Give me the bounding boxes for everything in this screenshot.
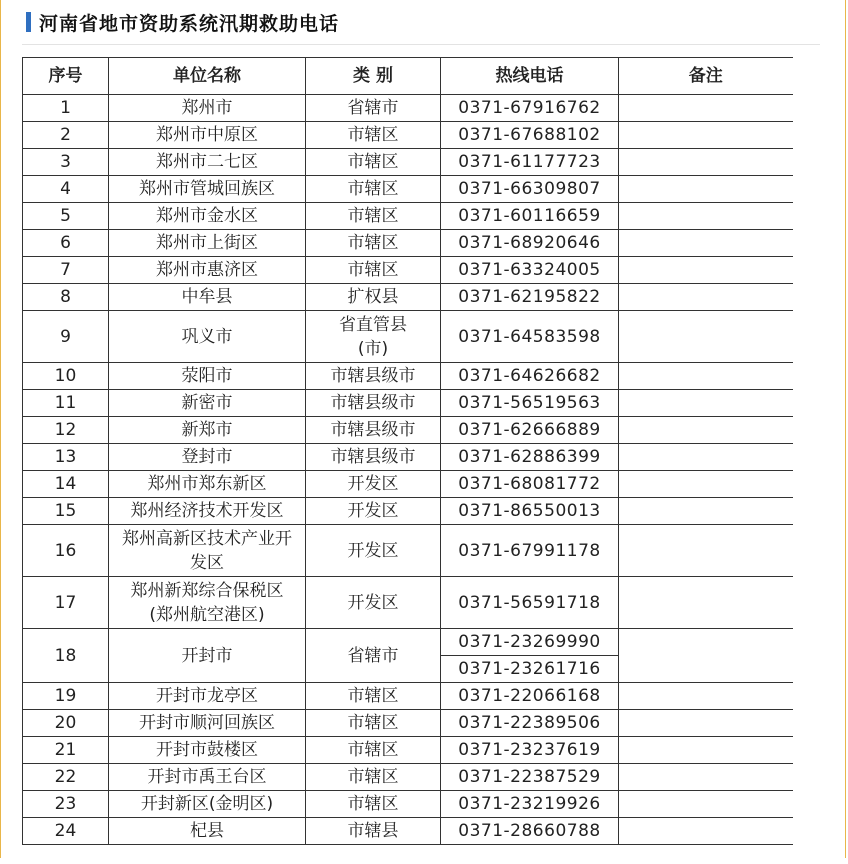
cell-category: 扩权县 xyxy=(306,284,441,311)
cell-remark xyxy=(619,149,793,176)
column-header-no: 序号 xyxy=(23,58,109,95)
cell-remark xyxy=(619,390,793,417)
cell-no: 20 xyxy=(23,710,109,737)
cell-name: 郑州市 xyxy=(109,95,306,122)
cell-no: 18 xyxy=(23,629,109,683)
cell-category: 市辖区 xyxy=(306,176,441,203)
cell-remark xyxy=(619,818,793,845)
cell-no: 3 xyxy=(23,149,109,176)
cell-category xyxy=(306,311,441,363)
cell-phone: 0371-63324005 xyxy=(441,257,619,284)
hotline-table xyxy=(22,57,793,845)
cell-text-line: 郑州新郑综合保税区 xyxy=(130,580,284,601)
cell-no: 1 xyxy=(23,95,109,122)
cell-remark xyxy=(619,764,793,791)
cell-name: 郑州市郑东新区 xyxy=(109,471,306,498)
table-row xyxy=(23,311,793,363)
cell-no: 9 xyxy=(23,311,109,363)
cell-name: 荥阳市 xyxy=(109,363,306,390)
table-row xyxy=(23,737,793,764)
cell-no: 6 xyxy=(23,230,109,257)
cell-category: 开发区 xyxy=(306,525,441,577)
table-row xyxy=(23,230,793,257)
cell-phone: 0371-67688102 xyxy=(441,122,619,149)
table-row xyxy=(23,203,793,230)
cell-phone: 0371-67991178 xyxy=(441,525,619,577)
cell-remark xyxy=(619,577,793,629)
cell-phone: 0371-60116659 xyxy=(441,203,619,230)
cell-remark xyxy=(619,230,793,257)
cell-phone: 0371-56591718 xyxy=(441,577,619,629)
cell-category: 市辖区 xyxy=(306,791,441,818)
cell-phone: 0371-28660788 xyxy=(441,818,619,845)
table-row xyxy=(23,122,793,149)
cell-phone: 0371-56519563 xyxy=(441,390,619,417)
cell-no: 23 xyxy=(23,791,109,818)
cell-no: 16 xyxy=(23,525,109,577)
table-row xyxy=(23,390,793,417)
cell-remark xyxy=(619,683,793,710)
table-row xyxy=(23,764,793,791)
cell-name: 郑州市上街区 xyxy=(109,230,306,257)
cell-category: 市辖区 xyxy=(306,257,441,284)
cell-phone: 0371-68081772 xyxy=(441,471,619,498)
cell-category: 市辖区 xyxy=(306,683,441,710)
table-header-row xyxy=(23,58,793,95)
cell-phone: 0371-86550013 xyxy=(441,498,619,525)
cell-name: 登封市 xyxy=(109,444,306,471)
cell-phone: 0371-22387529 xyxy=(441,764,619,791)
cell-name: 新密市 xyxy=(109,390,306,417)
cell-remark xyxy=(619,95,793,122)
column-header-name: 单位名称 xyxy=(109,58,306,95)
table-row xyxy=(23,577,793,629)
cell-category: 省辖市 xyxy=(306,629,441,683)
cell-remark xyxy=(619,363,793,390)
cell-category: 市辖区 xyxy=(306,149,441,176)
cell-remark xyxy=(619,203,793,230)
cell-remark xyxy=(619,498,793,525)
cell-phone: 0371-61177723 xyxy=(441,149,619,176)
cell-remark xyxy=(619,257,793,284)
cell-phone: 0371-62666889 xyxy=(441,417,619,444)
cell-category: 省辖市 xyxy=(306,95,441,122)
cell-category: 市辖区 xyxy=(306,710,441,737)
cell-remark xyxy=(619,417,793,444)
cell-remark xyxy=(619,122,793,149)
cell-no: 12 xyxy=(23,417,109,444)
cell-remark xyxy=(619,791,793,818)
cell-name: 郑州市惠济区 xyxy=(109,257,306,284)
table-row xyxy=(23,95,793,122)
cell-no: 7 xyxy=(23,257,109,284)
cell-text-line: (郑州航空港区) xyxy=(149,604,265,625)
table-row xyxy=(23,471,793,498)
cell-no: 4 xyxy=(23,176,109,203)
cell-name: 巩义市 xyxy=(109,311,306,363)
cell-no: 24 xyxy=(23,818,109,845)
cell-no: 19 xyxy=(23,683,109,710)
cell-no: 11 xyxy=(23,390,109,417)
cell-remark xyxy=(619,444,793,471)
cell-category: 市辖区 xyxy=(306,764,441,791)
cell-text-line: 发区 xyxy=(190,552,224,573)
cell-text-line: 省直管县 xyxy=(339,314,407,335)
table-row xyxy=(23,284,793,311)
table-row xyxy=(23,629,793,656)
cell-phone: 0371-23261716 xyxy=(441,656,619,683)
cell-remark xyxy=(619,737,793,764)
cell-name: 开封市禹王台区 xyxy=(109,764,306,791)
cell-category: 市辖县级市 xyxy=(306,417,441,444)
cell-no: 14 xyxy=(23,471,109,498)
cell-no: 22 xyxy=(23,764,109,791)
table-row xyxy=(23,444,793,471)
cell-name: 开封市龙亭区 xyxy=(109,683,306,710)
cell-no: 17 xyxy=(23,577,109,629)
cell-phone: 0371-68920646 xyxy=(441,230,619,257)
cell-name: 开封市 xyxy=(109,629,306,683)
cell-phone: 0371-22066168 xyxy=(441,683,619,710)
cell-name xyxy=(109,525,306,577)
table-row xyxy=(23,710,793,737)
table-row xyxy=(23,498,793,525)
cell-phone: 0371-22389506 xyxy=(441,710,619,737)
cell-no: 15 xyxy=(23,498,109,525)
cell-phone: 0371-23237619 xyxy=(441,737,619,764)
table-row xyxy=(23,363,793,390)
cell-name: 开封市鼓楼区 xyxy=(109,737,306,764)
cell-phone: 0371-64626682 xyxy=(441,363,619,390)
cell-phone: 0371-67916762 xyxy=(441,95,619,122)
cell-category: 开发区 xyxy=(306,498,441,525)
table-row xyxy=(23,417,793,444)
cell-remark xyxy=(619,176,793,203)
cell-name: 郑州市管城回族区 xyxy=(109,176,306,203)
cell-phone: 0371-64583598 xyxy=(441,311,619,363)
cell-name: 新郑市 xyxy=(109,417,306,444)
cell-name: 中牟县 xyxy=(109,284,306,311)
cell-remark xyxy=(619,284,793,311)
table-row xyxy=(23,683,793,710)
cell-remark xyxy=(619,710,793,737)
cell-category: 市辖县 xyxy=(306,818,441,845)
table-row xyxy=(23,176,793,203)
cell-name: 郑州市二七区 xyxy=(109,149,306,176)
cell-text-line: (市) xyxy=(357,338,389,359)
cell-category: 开发区 xyxy=(306,471,441,498)
cell-no: 21 xyxy=(23,737,109,764)
cell-remark xyxy=(619,629,793,683)
column-header-category: 类 别 xyxy=(306,58,441,95)
header-divider xyxy=(22,44,820,45)
table-row xyxy=(23,149,793,176)
title-accent-bar xyxy=(26,12,31,32)
cell-no: 13 xyxy=(23,444,109,471)
column-header-phone: 热线电话 xyxy=(441,58,619,95)
cell-remark xyxy=(619,311,793,363)
cell-phone: 0371-66309807 xyxy=(441,176,619,203)
cell-phone: 0371-23219926 xyxy=(441,791,619,818)
cell-text-line: 郑州高新区技术产业开 xyxy=(122,528,292,549)
cell-phone: 0371-23269990 xyxy=(441,629,619,656)
cell-category: 市辖区 xyxy=(306,230,441,257)
cell-category: 市辖县级市 xyxy=(306,444,441,471)
cell-category: 市辖县级市 xyxy=(306,363,441,390)
cell-phone: 0371-62195822 xyxy=(441,284,619,311)
table-row xyxy=(23,525,793,577)
cell-no: 8 xyxy=(23,284,109,311)
cell-name: 杞县 xyxy=(109,818,306,845)
cell-no: 2 xyxy=(23,122,109,149)
cell-category: 市辖区 xyxy=(306,737,441,764)
column-header-remark: 备注 xyxy=(619,58,793,95)
cell-name: 郑州经济技术开发区 xyxy=(109,498,306,525)
table-row xyxy=(23,257,793,284)
cell-category: 市辖区 xyxy=(306,122,441,149)
cell-category: 开发区 xyxy=(306,577,441,629)
cell-category: 市辖县级市 xyxy=(306,390,441,417)
cell-no: 5 xyxy=(23,203,109,230)
page-title: 河南省地市资助系统汛期救助电话 xyxy=(39,12,340,35)
cell-category: 市辖区 xyxy=(306,203,441,230)
cell-name xyxy=(109,577,306,629)
viewport-bottom-edge xyxy=(0,858,846,864)
cell-name: 开封市顺河回族区 xyxy=(109,710,306,737)
table-row xyxy=(23,791,793,818)
cell-remark xyxy=(619,525,793,577)
cell-phone: 0371-62886399 xyxy=(441,444,619,471)
section-header xyxy=(26,8,339,36)
cell-no: 10 xyxy=(23,363,109,390)
cell-name: 开封新区(金明区) xyxy=(109,791,306,818)
cell-name: 郑州市金水区 xyxy=(109,203,306,230)
cell-remark xyxy=(619,471,793,498)
table-row xyxy=(23,818,793,845)
cell-name: 郑州市中原区 xyxy=(109,122,306,149)
